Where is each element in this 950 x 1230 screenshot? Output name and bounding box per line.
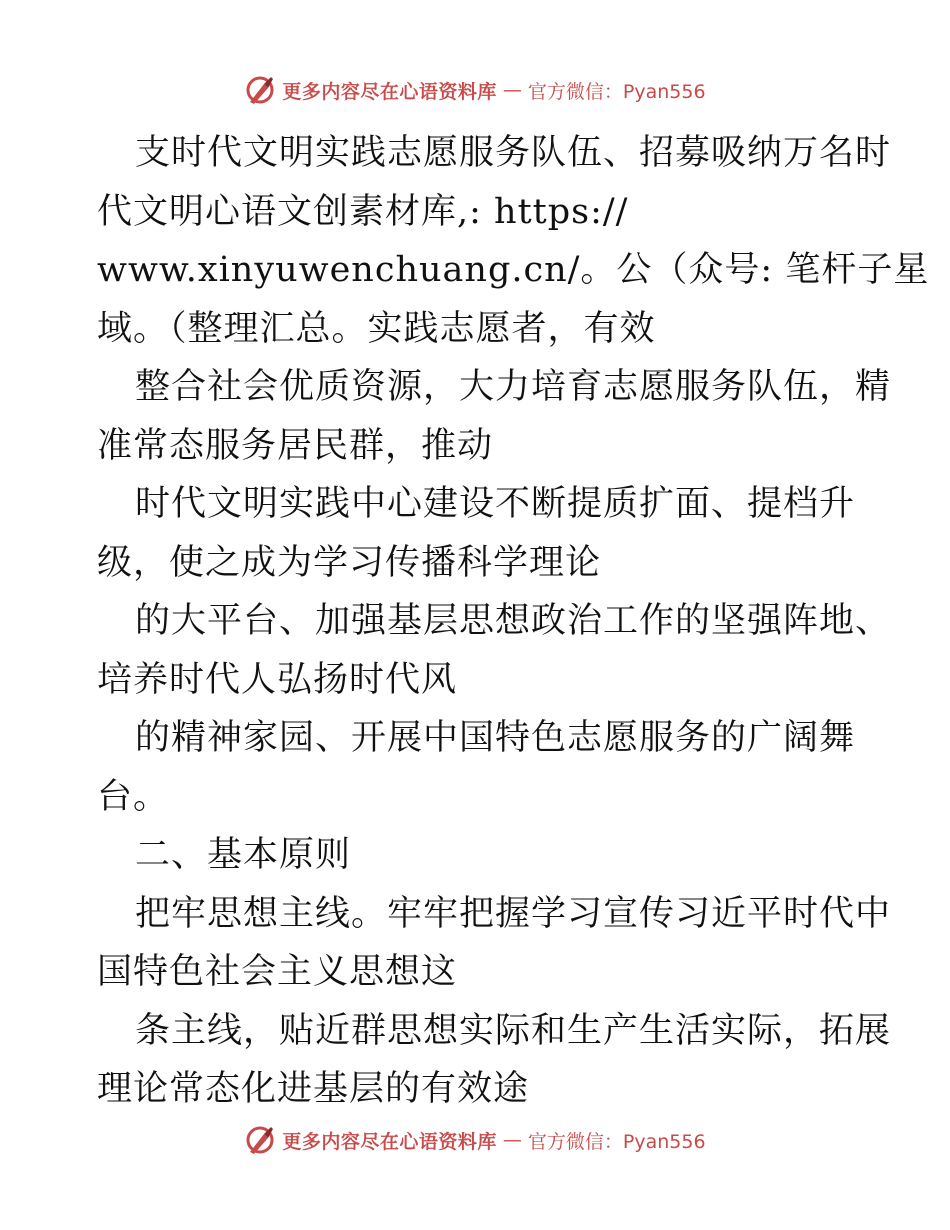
- banner-main-text: 更多内容尽在心语资料库: [282, 1130, 497, 1153]
- body-line: 台。: [97, 776, 170, 817]
- body-line: 条主线，贴近群思想实际和生产生活实际，拓展: [135, 1010, 892, 1051]
- body-line: 准常态服务居民群，推动: [97, 425, 494, 466]
- body-line: 域。（整理汇总。实践志愿者，有效: [97, 308, 656, 349]
- footer-banner: [0, 1120, 950, 1160]
- body-line: www.xinyuwenchuang.cn/。公（众号: 笔杆子星: [97, 250, 930, 290]
- quill-logo-icon: [244, 74, 276, 106]
- body-line: 级，使之成为学习传播科学理论: [97, 542, 602, 583]
- banner-wechat-text: 官方微信：Pyan556: [527, 1130, 706, 1153]
- banner-separator: —: [502, 1129, 522, 1151]
- body-line: 支时代文明实践志愿服务队伍、招募吸纳万名时: [135, 133, 892, 173]
- body-line: 把牢思想主线。牢牢把握学习宣传习近平时代中: [135, 893, 892, 934]
- body-line: 培养时代人弘扬时代风: [97, 659, 458, 700]
- banner-wechat-text: 官方微信：Pyan556: [527, 80, 706, 103]
- header-banner: [0, 70, 950, 110]
- body-line: 国特色社会主义思想这: [97, 952, 458, 992]
- document-body: [97, 124, 930, 1119]
- banner-main-text: 更多内容尽在心语资料库: [282, 80, 497, 103]
- body-line: 时代文明实践中心建设不断提质扩面、提档升: [135, 484, 856, 524]
- body-line: 的精神家园、开展中国特色志愿服务的广阔舞: [135, 718, 856, 758]
- body-line: 代文明心语文创素材库,: https://: [97, 191, 629, 232]
- banner-separator: —: [502, 79, 522, 101]
- body-line: 整合社会优质资源，大力培育志愿服务队伍，精: [135, 367, 892, 407]
- section-heading: 二、基本原则: [135, 835, 352, 875]
- body-line: 理论常态化进基层的有效途: [97, 1069, 530, 1109]
- body-line: 的大平台、加强基层思想政治工作的坚强阵地、: [135, 601, 892, 641]
- quill-logo-icon: [244, 1124, 276, 1156]
